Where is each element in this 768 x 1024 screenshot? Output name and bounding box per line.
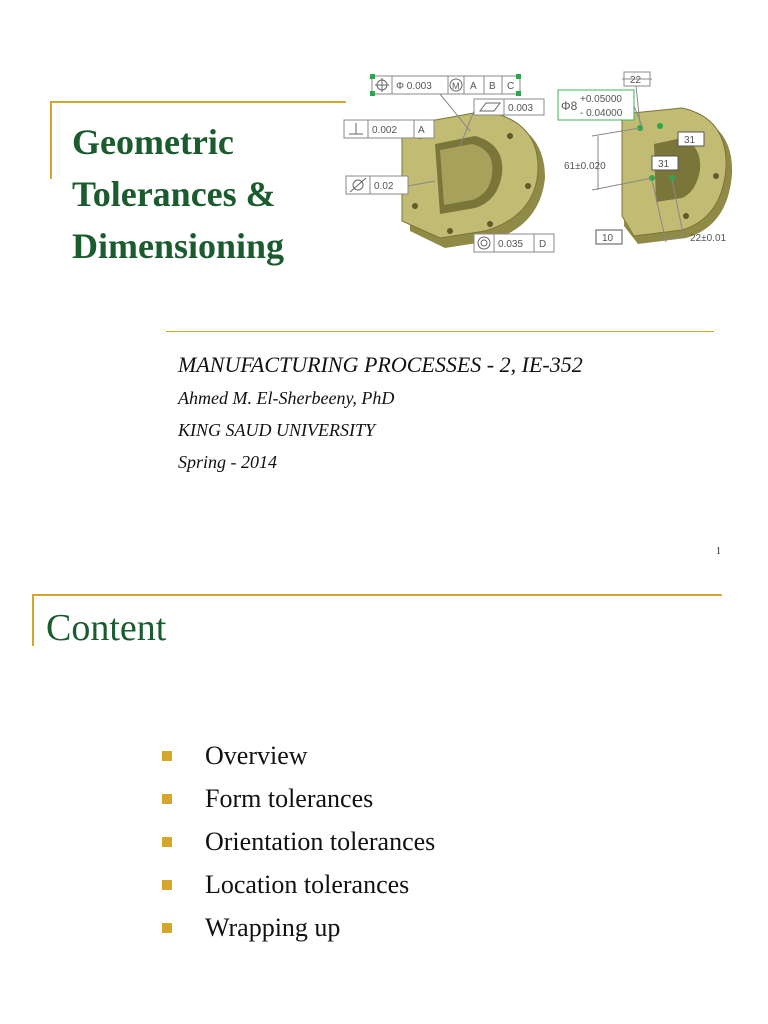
course-title: MANUFACTURING PROCESSES - 2, IE-352 bbox=[178, 352, 583, 377]
title-bracket-horizontal bbox=[50, 101, 346, 103]
list-item bbox=[162, 777, 435, 820]
bottom-dimension: 22±0.01 bbox=[690, 233, 727, 244]
list-item bbox=[162, 734, 435, 777]
author-name: Ahmed M. El-Sherbeeny, PhD bbox=[178, 388, 395, 408]
position-tolerance-value: Φ 0.003 bbox=[396, 81, 432, 92]
vertical-dimension: 61±0.020 bbox=[564, 161, 606, 172]
content-bracket-vertical bbox=[32, 594, 34, 646]
concentricity-tolerance-frame bbox=[474, 234, 554, 252]
box-dimension-1: 31 bbox=[684, 135, 696, 146]
datum-b-label: B bbox=[489, 81, 496, 92]
list-item-label: Location tolerances bbox=[205, 869, 410, 899]
page-number: 1 bbox=[716, 546, 721, 557]
content-slide bbox=[0, 576, 768, 1024]
datum-a-label: A bbox=[470, 81, 477, 92]
list-item-label: Orientation tolerances bbox=[205, 826, 436, 856]
list-item-label: Form tolerances bbox=[205, 783, 374, 813]
content-bracket-horizontal bbox=[32, 594, 722, 596]
perpendicular-datum-label: A bbox=[418, 125, 425, 136]
square-bullet-icon bbox=[162, 794, 172, 804]
concentricity-datum-label: D bbox=[539, 239, 547, 250]
square-bullet-icon bbox=[162, 837, 172, 847]
box-dimension-3: 10 bbox=[602, 233, 614, 244]
subtitle-divider bbox=[166, 331, 714, 332]
term-label: Spring - 2014 bbox=[178, 452, 277, 472]
content-list bbox=[162, 734, 435, 949]
title-line-3: Dimensioning bbox=[72, 226, 285, 266]
perpendicularity-tolerance-frame bbox=[344, 120, 434, 138]
cylindricity-tolerance-value: 0.02 bbox=[374, 181, 394, 192]
list-item bbox=[162, 863, 435, 906]
title-line-2: Tolerances & bbox=[72, 174, 276, 214]
square-bullet-icon bbox=[162, 880, 172, 890]
perpendicular-tolerance-value: 0.002 bbox=[372, 125, 398, 136]
slide-title bbox=[72, 116, 284, 272]
diameter-upper-tolerance: +0.05000 bbox=[580, 94, 622, 105]
list-item-label: Overview bbox=[205, 740, 308, 770]
datum-c-label: C bbox=[507, 81, 515, 92]
diameter-nominal: Φ8 bbox=[561, 99, 578, 113]
diameter-lower-tolerance: - 0.04000 bbox=[580, 108, 623, 119]
title-bracket-vertical bbox=[50, 101, 52, 179]
list-item-label: Wrapping up bbox=[205, 912, 341, 942]
square-bullet-icon bbox=[162, 923, 172, 933]
concentricity-tolerance-value: 0.035 bbox=[498, 239, 524, 250]
content-title: Content bbox=[46, 607, 167, 649]
gdt-part-figure-left bbox=[340, 66, 560, 262]
list-item bbox=[162, 906, 435, 949]
flatness-tolerance-value: 0.003 bbox=[508, 103, 534, 114]
box-dimension-2: 31 bbox=[658, 159, 670, 170]
square-bullet-icon bbox=[162, 751, 172, 761]
top-dimension: 22 bbox=[630, 75, 642, 86]
university-name: KING SAUD UNIVERSITY bbox=[178, 420, 375, 440]
dimensioned-part-figure-right bbox=[556, 66, 736, 262]
title-line-1: Geometric bbox=[72, 122, 234, 162]
modifier-label: M bbox=[452, 81, 460, 91]
list-item bbox=[162, 820, 435, 863]
